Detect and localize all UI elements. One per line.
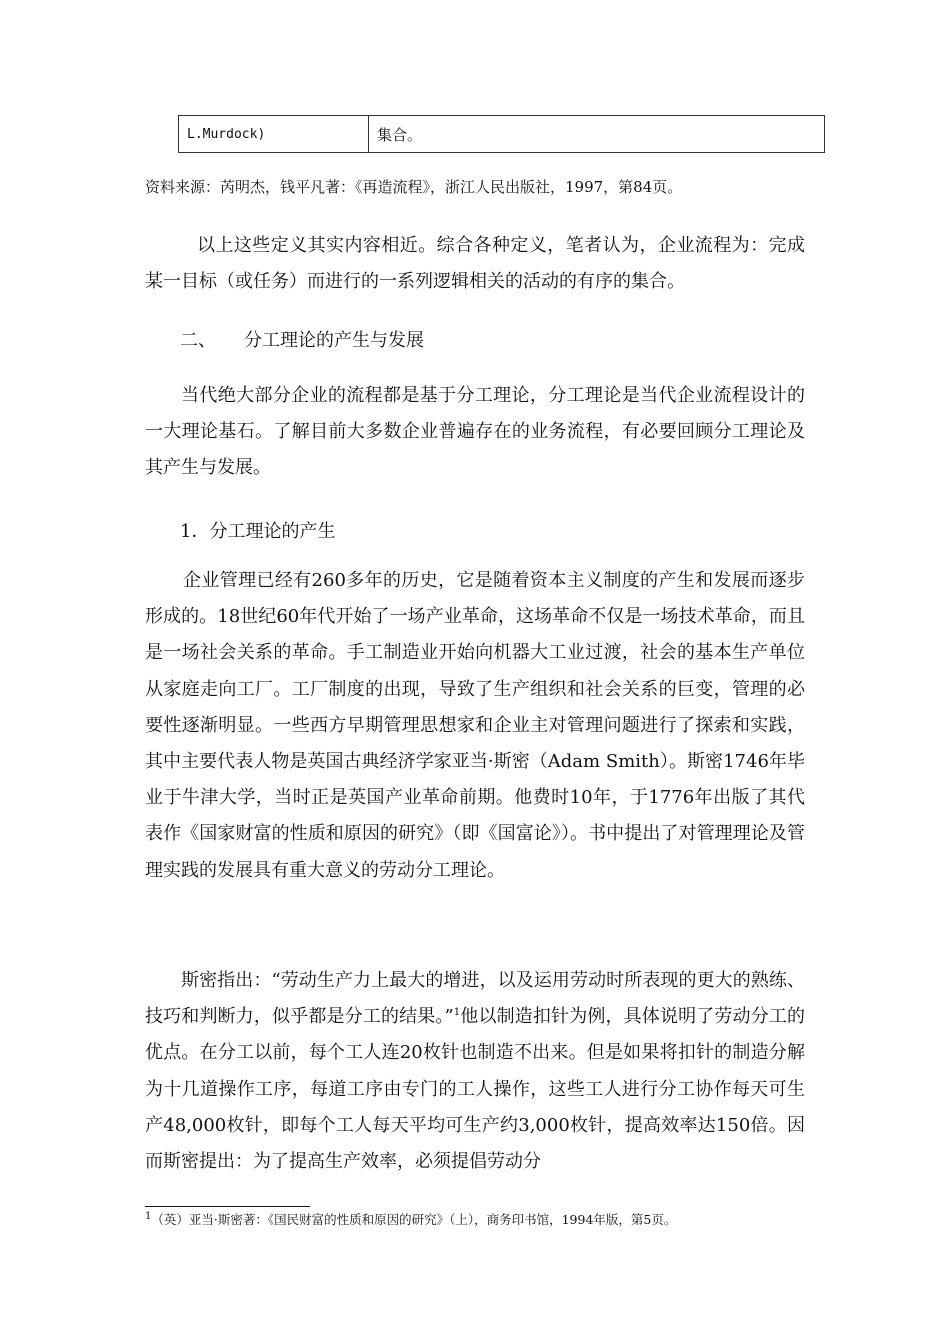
paragraph-smith	[145, 963, 805, 1180]
paragraph-history: 企业管理已经有260多年的历史，它是随着资本主义制度的产生和发展而逐步形成的。18世纪60年代开始了一场产业革命，这场革命不仅是一场技术革命，而且是一场社会关系的革命。手工制造业开始向机器大工业过渡，社会的基本生产单位从家庭走向工厂。工厂制度的出现，导致了生产组织和社会关系的巨变，管理的必要性逐渐明显。一些西方早期管理思想家和企业主对管理问题进行了探索和实践，其中主要代表人物是英国古典经济学家亚当·斯密（Adam Smith）。斯密1746年毕业于牛津大学，当时正是英国产业革命前期。他费时10年，于1776年出版了其代表作《国家财富的性质和原因的研究》（即《国富论》）。书中提出了对管理理论及管理实践的发展具有重大意义的劳动分工理论。	[145, 570, 805, 881]
footnote-mark: 1	[145, 1210, 152, 1222]
table-cell-definition: 集合。	[369, 116, 825, 153]
section-number: 二、	[180, 330, 216, 351]
table-row	[179, 116, 825, 153]
table-source-note: 资料来源：芮明杰，钱平凡著：《再造流程》，浙江人民出版社，1997，第84页。	[145, 178, 683, 196]
footnote-reference[interactable]: 1	[453, 1007, 461, 1019]
definition-table	[178, 115, 825, 153]
footnote-divider	[145, 1206, 310, 1207]
section-heading	[180, 326, 424, 356]
section-title: 分工理论的产生与发展	[244, 330, 424, 351]
paragraph-intro: 当代绝大部分企业的流程都是基于分工理论，分工理论是当代企业流程设计的一大理论基石。了解目前大多数企业普遍存在的业务流程，有必要回顾分工理论及其产生与发展。	[145, 385, 805, 479]
footnote	[145, 1211, 676, 1229]
subsection-heading: 1．分工理论的产生	[180, 521, 336, 542]
smith-quote: 斯密指出：“劳动生产力上最大的增进，以及运用劳动时所表现的更大的熟练、技巧和判断力，似乎都是分工的结果。”	[145, 970, 805, 1028]
table-cell-author: L.Murdock)	[179, 116, 369, 153]
footnote-text: （英）亚当·斯密著：《国民财富的性质和原因的研究》（上），商务印书馆，1994年版，第5页。	[151, 1212, 677, 1227]
smith-example: 他以制造扣针为例，具体说明了劳动分工的优点。在分工以前，每个工人连20枚针也制造不出来。但是如果将扣针的制造分解为十几道操作工序，每道工序由专门的工人操作，这些工人进行分工协作每天可生产48,000枚针，即每个工人每天平均可生产约3,000枚针，提高效率达150倍。因而斯密提出：为了提高生产效率，必须提倡劳动分	[145, 1006, 806, 1173]
paragraph-definition: 以上这些定义其实内容相近。综合各种定义，笔者认为，企业流程为：完成某一目标（或任务）而进行的一系列逻辑相关的活动的有序的集合。	[145, 235, 805, 293]
